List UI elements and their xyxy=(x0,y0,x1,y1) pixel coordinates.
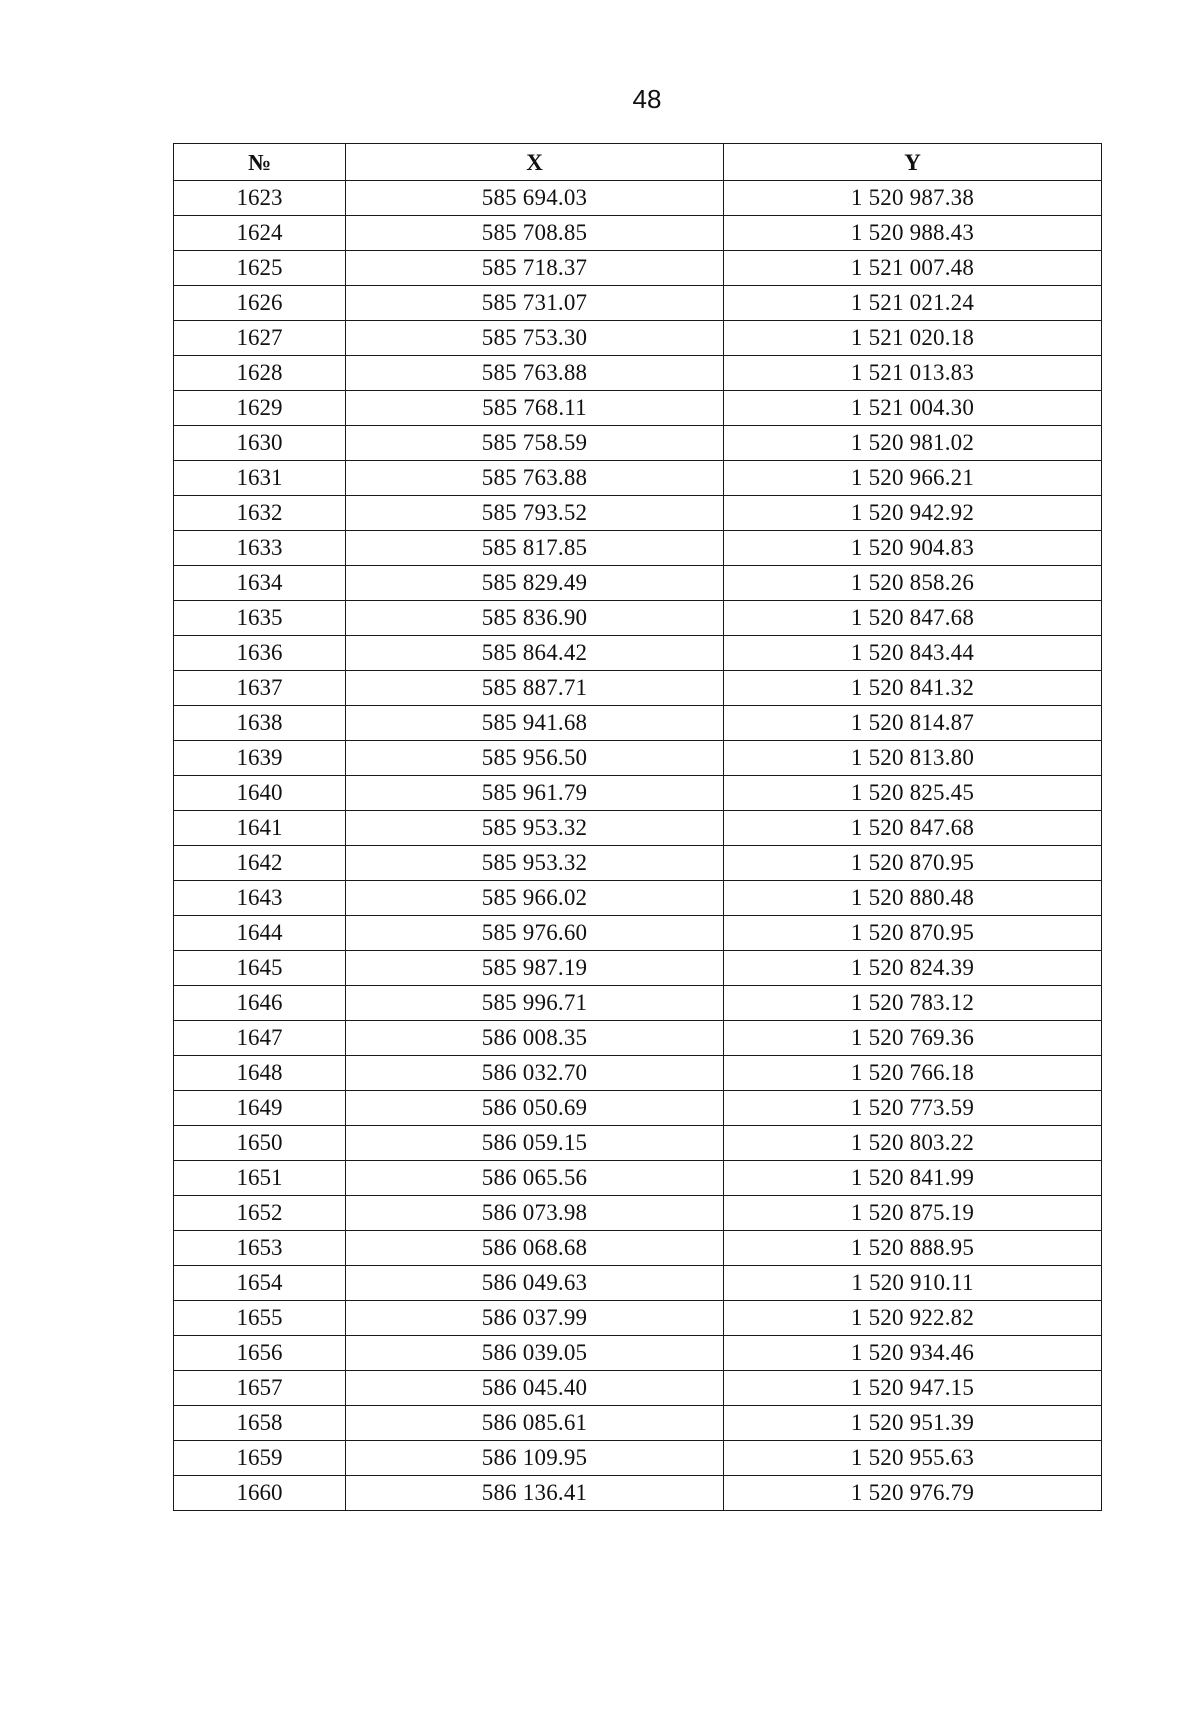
cell-x: 585 758.59 xyxy=(346,426,724,461)
cell-x: 585 887.71 xyxy=(346,671,724,706)
cell-x: 586 059.15 xyxy=(346,1126,724,1161)
cell-x: 585 966.02 xyxy=(346,881,724,916)
cell-y: 1 520 803.22 xyxy=(724,1126,1102,1161)
cell-y: 1 520 987.38 xyxy=(724,181,1102,216)
cell-y: 1 521 013.83 xyxy=(724,356,1102,391)
table-row xyxy=(174,531,1102,566)
cell-number: 1623 xyxy=(174,181,346,216)
table-row xyxy=(174,426,1102,461)
cell-x: 585 953.32 xyxy=(346,811,724,846)
cell-y: 1 520 773.59 xyxy=(724,1091,1102,1126)
cell-y: 1 520 947.15 xyxy=(724,1371,1102,1406)
cell-number: 1639 xyxy=(174,741,346,776)
cell-x: 586 032.70 xyxy=(346,1056,724,1091)
table-row xyxy=(174,1336,1102,1371)
cell-x: 585 763.88 xyxy=(346,461,724,496)
cell-x: 586 073.98 xyxy=(346,1196,724,1231)
cell-x: 585 817.85 xyxy=(346,531,724,566)
table-row xyxy=(174,601,1102,636)
cell-number: 1657 xyxy=(174,1371,346,1406)
cell-number: 1643 xyxy=(174,881,346,916)
table-row xyxy=(174,566,1102,601)
cell-number: 1636 xyxy=(174,636,346,671)
cell-x: 585 793.52 xyxy=(346,496,724,531)
table-row xyxy=(174,286,1102,321)
table-row xyxy=(174,1021,1102,1056)
cell-x: 586 049.63 xyxy=(346,1266,724,1301)
table-body xyxy=(174,181,1102,1511)
cell-x: 585 694.03 xyxy=(346,181,724,216)
cell-y: 1 520 841.99 xyxy=(724,1161,1102,1196)
table-row xyxy=(174,461,1102,496)
cell-y: 1 520 988.43 xyxy=(724,216,1102,251)
table-row xyxy=(174,1161,1102,1196)
cell-y: 1 520 825.45 xyxy=(724,776,1102,811)
cell-x: 586 008.35 xyxy=(346,1021,724,1056)
table-row xyxy=(174,1406,1102,1441)
cell-number: 1652 xyxy=(174,1196,346,1231)
cell-x: 585 829.49 xyxy=(346,566,724,601)
table-row xyxy=(174,1126,1102,1161)
cell-x: 585 763.88 xyxy=(346,356,724,391)
cell-number: 1649 xyxy=(174,1091,346,1126)
cell-number: 1644 xyxy=(174,916,346,951)
header-y: Y xyxy=(724,144,1102,181)
table-row xyxy=(174,1476,1102,1511)
cell-number: 1656 xyxy=(174,1336,346,1371)
cell-number: 1645 xyxy=(174,951,346,986)
table-row xyxy=(174,496,1102,531)
cell-y: 1 520 942.92 xyxy=(724,496,1102,531)
cell-number: 1641 xyxy=(174,811,346,846)
table-row xyxy=(174,1266,1102,1301)
cell-number: 1628 xyxy=(174,356,346,391)
cell-number: 1647 xyxy=(174,1021,346,1056)
cell-y: 1 520 922.82 xyxy=(724,1301,1102,1336)
cell-number: 1631 xyxy=(174,461,346,496)
cell-x: 586 068.68 xyxy=(346,1231,724,1266)
table-row xyxy=(174,391,1102,426)
table-row xyxy=(174,251,1102,286)
table-row xyxy=(174,1231,1102,1266)
cell-y: 1 520 981.02 xyxy=(724,426,1102,461)
cell-x: 585 731.07 xyxy=(346,286,724,321)
cell-y: 1 520 783.12 xyxy=(724,986,1102,1021)
cell-number: 1625 xyxy=(174,251,346,286)
cell-number: 1627 xyxy=(174,321,346,356)
table-row xyxy=(174,1056,1102,1091)
cell-x: 586 109.95 xyxy=(346,1441,724,1476)
cell-number: 1653 xyxy=(174,1231,346,1266)
cell-y: 1 520 904.83 xyxy=(724,531,1102,566)
table-row xyxy=(174,811,1102,846)
table-row xyxy=(174,776,1102,811)
cell-x: 585 708.85 xyxy=(346,216,724,251)
cell-y: 1 520 814.87 xyxy=(724,706,1102,741)
cell-y: 1 520 934.46 xyxy=(724,1336,1102,1371)
cell-x: 585 864.42 xyxy=(346,636,724,671)
table-row xyxy=(174,1441,1102,1476)
header-row xyxy=(174,144,1102,181)
cell-number: 1630 xyxy=(174,426,346,461)
cell-x: 586 050.69 xyxy=(346,1091,724,1126)
cell-number: 1655 xyxy=(174,1301,346,1336)
cell-y: 1 521 004.30 xyxy=(724,391,1102,426)
cell-x: 585 996.71 xyxy=(346,986,724,1021)
cell-y: 1 521 021.24 xyxy=(724,286,1102,321)
table-row xyxy=(174,741,1102,776)
cell-y: 1 520 769.36 xyxy=(724,1021,1102,1056)
cell-number: 1626 xyxy=(174,286,346,321)
table-row xyxy=(174,216,1102,251)
cell-x: 585 941.68 xyxy=(346,706,724,741)
cell-number: 1635 xyxy=(174,601,346,636)
cell-x: 585 961.79 xyxy=(346,776,724,811)
cell-number: 1660 xyxy=(174,1476,346,1511)
cell-y: 1 521 007.48 xyxy=(724,251,1102,286)
cell-x: 585 976.60 xyxy=(346,916,724,951)
cell-y: 1 520 976.79 xyxy=(724,1476,1102,1511)
cell-number: 1650 xyxy=(174,1126,346,1161)
cell-x: 585 836.90 xyxy=(346,601,724,636)
header-x: X xyxy=(346,144,724,181)
cell-x: 585 953.32 xyxy=(346,846,724,881)
table-row xyxy=(174,916,1102,951)
cell-x: 586 045.40 xyxy=(346,1371,724,1406)
cell-x: 586 065.56 xyxy=(346,1161,724,1196)
cell-number: 1646 xyxy=(174,986,346,1021)
cell-x: 586 085.61 xyxy=(346,1406,724,1441)
cell-y: 1 520 951.39 xyxy=(724,1406,1102,1441)
cell-y: 1 520 813.80 xyxy=(724,741,1102,776)
table-row xyxy=(174,321,1102,356)
cell-y: 1 520 766.18 xyxy=(724,1056,1102,1091)
cell-number: 1654 xyxy=(174,1266,346,1301)
cell-x: 586 039.05 xyxy=(346,1336,724,1371)
cell-y: 1 520 847.68 xyxy=(724,601,1102,636)
table-row xyxy=(174,986,1102,1021)
cell-number: 1642 xyxy=(174,846,346,881)
cell-number: 1637 xyxy=(174,671,346,706)
cell-y: 1 520 870.95 xyxy=(724,846,1102,881)
cell-y: 1 520 824.39 xyxy=(724,951,1102,986)
cell-x: 585 956.50 xyxy=(346,741,724,776)
cell-number: 1638 xyxy=(174,706,346,741)
cell-number: 1634 xyxy=(174,566,346,601)
cell-y: 1 520 910.11 xyxy=(724,1266,1102,1301)
cell-y: 1 520 841.32 xyxy=(724,671,1102,706)
cell-x: 585 987.19 xyxy=(346,951,724,986)
cell-x: 586 136.41 xyxy=(346,1476,724,1511)
cell-number: 1648 xyxy=(174,1056,346,1091)
cell-y: 1 520 955.63 xyxy=(724,1441,1102,1476)
table-row xyxy=(174,181,1102,216)
cell-number: 1633 xyxy=(174,531,346,566)
cell-x: 586 037.99 xyxy=(346,1301,724,1336)
cell-y: 1 521 020.18 xyxy=(724,321,1102,356)
table-row xyxy=(174,706,1102,741)
cell-x: 585 753.30 xyxy=(346,321,724,356)
table-row xyxy=(174,1091,1102,1126)
cell-x: 585 768.11 xyxy=(346,391,724,426)
cell-y: 1 520 875.19 xyxy=(724,1196,1102,1231)
table-row xyxy=(174,1196,1102,1231)
table-row xyxy=(174,951,1102,986)
table-header xyxy=(174,144,1102,181)
cell-number: 1624 xyxy=(174,216,346,251)
cell-y: 1 520 966.21 xyxy=(724,461,1102,496)
cell-y: 1 520 847.68 xyxy=(724,811,1102,846)
table-row xyxy=(174,846,1102,881)
cell-number: 1659 xyxy=(174,1441,346,1476)
table-row xyxy=(174,1301,1102,1336)
cell-y: 1 520 888.95 xyxy=(724,1231,1102,1266)
cell-number: 1658 xyxy=(174,1406,346,1441)
cell-number: 1651 xyxy=(174,1161,346,1196)
cell-number: 1632 xyxy=(174,496,346,531)
table-row xyxy=(174,356,1102,391)
cell-number: 1640 xyxy=(174,776,346,811)
table-row xyxy=(174,1371,1102,1406)
coordinates-table xyxy=(173,143,1102,1511)
table-row xyxy=(174,881,1102,916)
cell-y: 1 520 870.95 xyxy=(724,916,1102,951)
cell-y: 1 520 858.26 xyxy=(724,566,1102,601)
table-row xyxy=(174,671,1102,706)
cell-number: 1629 xyxy=(174,391,346,426)
cell-y: 1 520 880.48 xyxy=(724,881,1102,916)
header-number: № xyxy=(174,144,346,181)
cell-x: 585 718.37 xyxy=(346,251,724,286)
page-number: 48 xyxy=(632,84,662,114)
table-row xyxy=(174,636,1102,671)
cell-y: 1 520 843.44 xyxy=(724,636,1102,671)
